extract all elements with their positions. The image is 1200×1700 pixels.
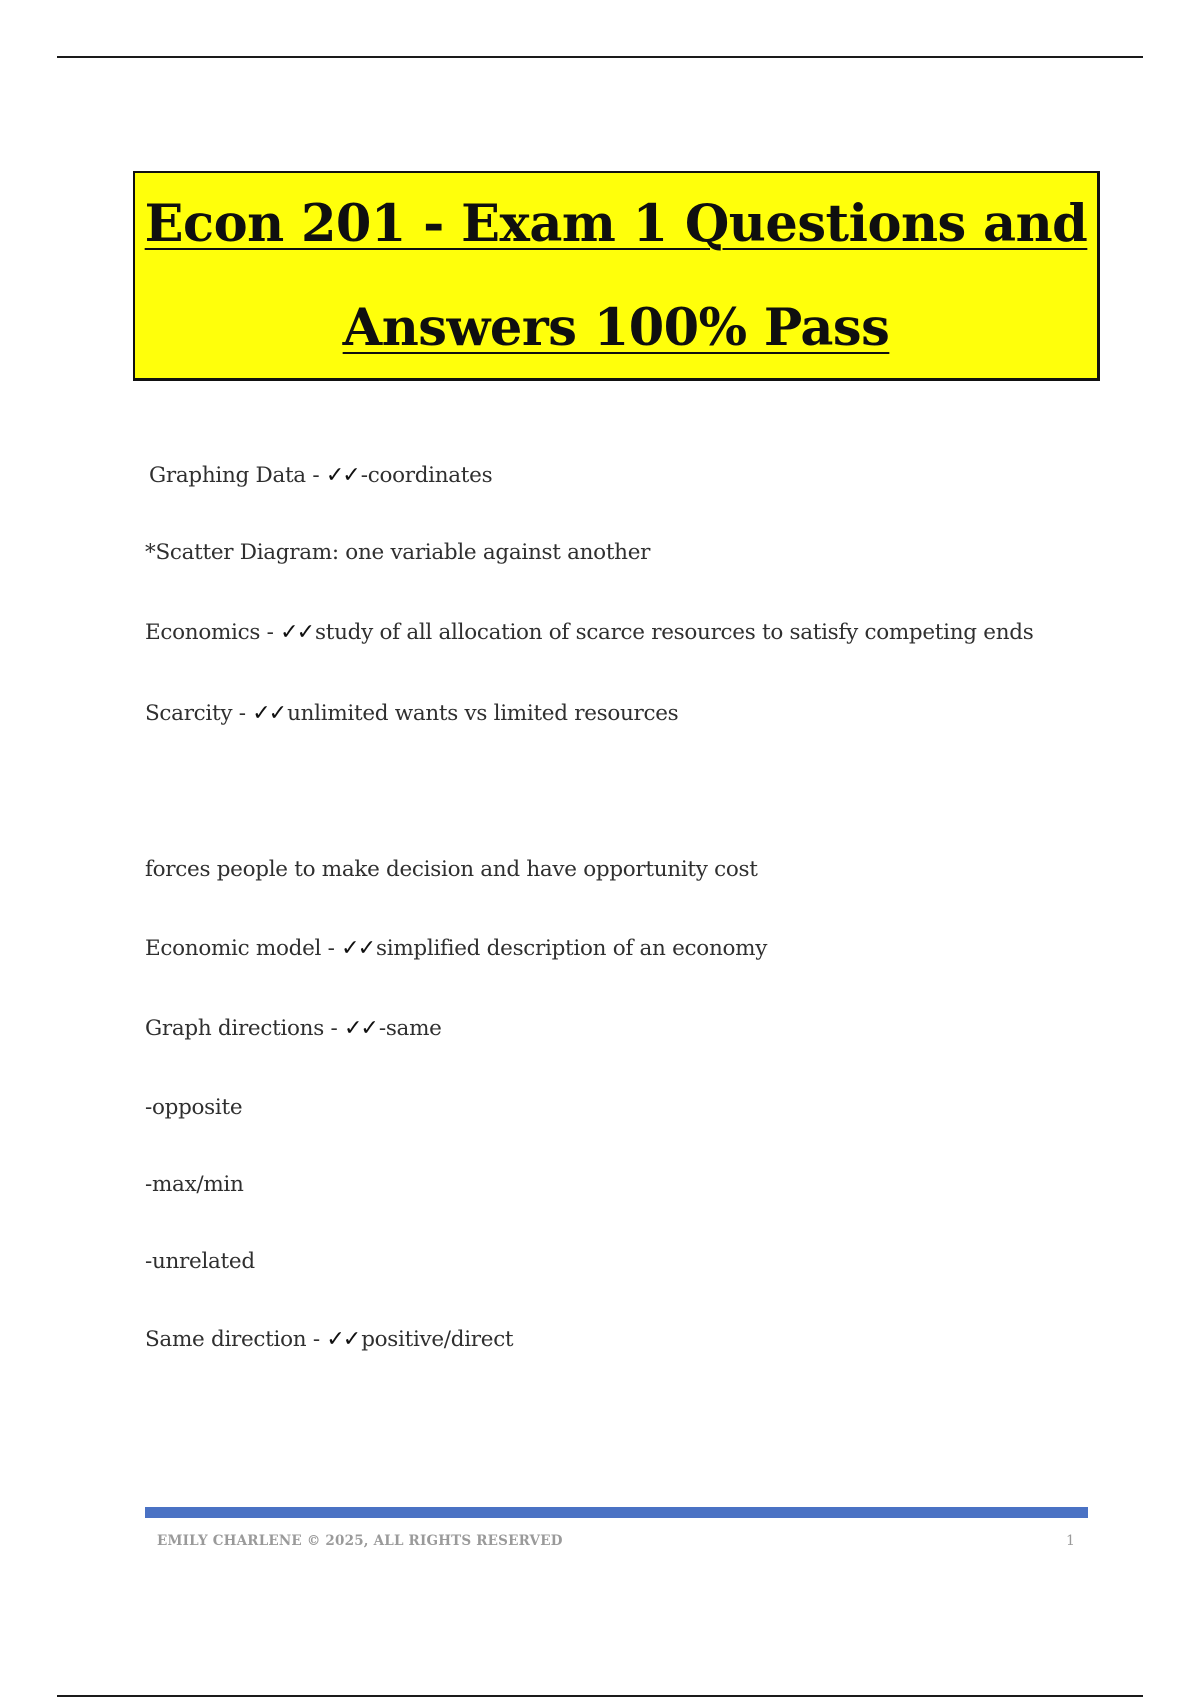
double-check-icon: ✓✓ <box>252 701 286 726</box>
entry-definition: study of all allocation of scarce resources to satisfy competing ends <box>315 620 1034 645</box>
entry-term: Same direction - <box>145 1327 327 1352</box>
bottom-rule <box>57 1695 1143 1697</box>
entry-term: Graphing Data - <box>149 463 326 488</box>
entry-term: Economic model - <box>145 936 342 961</box>
footer-copyright: EMILY CHARLENE © 2025, ALL RIGHTS RESERVED <box>157 1533 563 1549</box>
document-title-line-2: Answers 100% Pass <box>342 297 890 358</box>
entry-same-direction <box>145 1326 513 1354</box>
entry-term: Economics - <box>145 620 281 645</box>
entry-text: *Scatter Diagram: one variable against another <box>145 540 651 565</box>
document-title-line-1: Econ 201 - Exam 1 Questions and <box>144 193 1088 254</box>
page-number: 1 <box>1066 1533 1075 1549</box>
entry-scatter-diagram <box>145 539 650 567</box>
entry-term: Scarcity - <box>145 701 253 726</box>
entry-max-min <box>145 1171 244 1199</box>
double-check-icon: ✓✓ <box>343 1016 377 1041</box>
entry-definition: positive/direct <box>361 1327 514 1352</box>
entry-scarcity <box>145 700 678 728</box>
double-check-icon: ✓✓ <box>341 936 375 961</box>
title-banner <box>133 171 1100 381</box>
entry-definition: -same <box>378 1016 442 1041</box>
entry-definition: unlimited wants vs limited resources <box>287 701 679 726</box>
double-check-icon: ✓✓ <box>326 1327 360 1352</box>
double-check-icon: ✓✓ <box>325 463 359 488</box>
entry-text: -max/min <box>145 1172 244 1197</box>
entry-term: Graph directions - <box>145 1016 344 1041</box>
entry-text: -opposite <box>145 1095 243 1120</box>
entry-economics <box>145 619 1033 647</box>
entry-unrelated <box>145 1248 255 1276</box>
entry-opposite <box>145 1094 242 1122</box>
entry-economic-model <box>145 935 767 963</box>
entry-definition: -coordinates <box>360 463 493 488</box>
entry-text: forces people to make decision and have opportunity cost <box>145 857 758 882</box>
entry-graph-directions <box>145 1015 442 1043</box>
entry-text: -unrelated <box>145 1249 255 1274</box>
entry-scarcity-continued <box>145 856 758 884</box>
double-check-icon: ✓✓ <box>280 620 314 645</box>
entry-definition: simplified description of an economy <box>376 936 768 961</box>
footer-bar <box>145 1507 1088 1518</box>
top-rule <box>57 56 1143 58</box>
entry-graphing-data <box>149 462 492 490</box>
